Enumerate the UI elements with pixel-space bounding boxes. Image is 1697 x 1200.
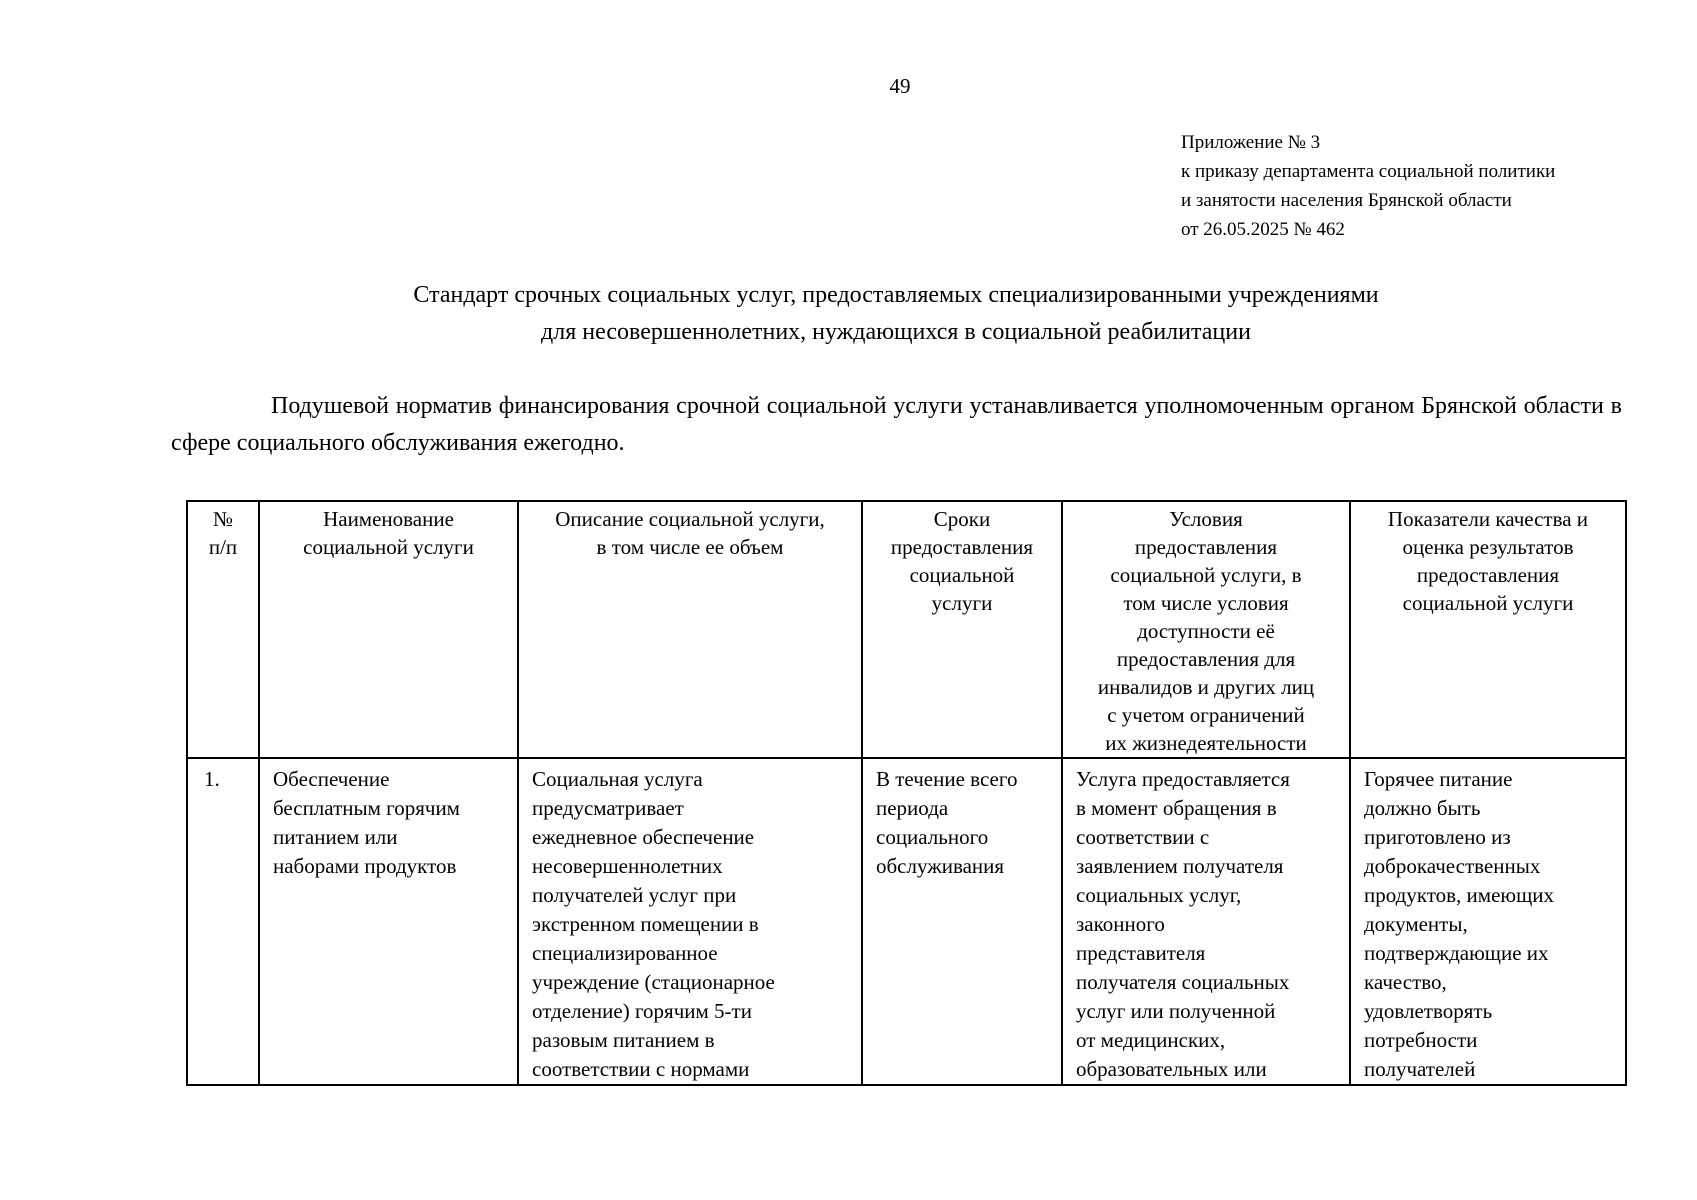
page-number: 49 [889,74,911,98]
cell-line: от медицинских, [1076,1028,1226,1052]
cell-line: наборами продуктов [273,854,457,878]
cell-line: социальной [909,563,1015,587]
cell-description [518,758,862,1085]
cell-line: ежедневное обеспечение [532,825,755,849]
cell-content [204,765,258,1084]
cell-line: Горячее питание [1364,767,1513,791]
cell-line: разовым питанием в [532,1028,715,1052]
cell-number [187,758,259,1085]
cell-line: социальной услуги [1402,591,1574,615]
cell-line: заявлением получателя [1076,854,1284,878]
cell-line: их жизнедеятельности [1105,731,1307,755]
cell-line: оценка результатов [1402,535,1574,559]
cell-line: предусматривает [532,796,684,820]
cell-line: социальной услуги, в [1110,563,1302,587]
cell-line: отделение) горячим 5-ти [532,999,752,1023]
title-line: для несовершеннолетних, нуждающихся в социальной реабилитации [541,319,1251,345]
cell-line: несовершеннолетних [532,854,723,878]
cell-line: Описание социальной услуги, [555,507,825,531]
cell-line: обслуживания [876,854,1005,878]
table-header-row [187,501,1626,758]
appendix-block [1181,128,1555,244]
cell-line: предоставления [1416,563,1560,587]
cell-line: приготовлено из [1364,825,1511,849]
cell-conditions [1062,758,1350,1085]
cell-line: в момент обращения в [1076,796,1277,820]
cell-line: социального [876,825,989,849]
cell-terms [862,758,1062,1085]
cell-line: качество, [1364,970,1447,994]
document-title [170,277,1622,351]
cell-line: документы, [1364,912,1468,936]
cell-line: Условия [1169,507,1243,531]
cell-line: специализированное [532,941,718,965]
cell-quality [1350,758,1626,1085]
cell-line: удовлетворять [1364,999,1493,1023]
cell-content [1364,765,1625,1084]
appendix-line: от 26.05.2025 № 462 [1181,219,1345,240]
cell-content [273,765,517,1084]
cell-content [532,765,861,1084]
cell-content [1076,765,1349,1084]
cell-line: услуг или полученной [1076,999,1276,1023]
cell-line: том числе условия [1123,591,1289,615]
cell-line: с учетом ограничений [1107,703,1305,727]
cell-line: потребности [1364,1028,1478,1052]
cell-line: В течение всего [876,767,1018,791]
header-cell-quality [1350,501,1626,758]
cell-line: 1. [204,767,220,791]
cell-line: доступности её [1137,619,1275,643]
cell-line: социальной услуги [303,535,474,559]
cell-line: доброкачественных [1364,854,1541,878]
cell-line: предоставления для [1116,647,1296,671]
cell-line: продуктов, имеющих [1364,883,1555,907]
cell-line: предоставления [1134,535,1278,559]
cell-line: социальных услуг, [1076,883,1242,907]
cell-line: инвалидов и других лиц [1097,675,1315,699]
cell-line: соответствии с нормами [532,1057,750,1081]
header-cell-description [518,501,862,758]
appendix-line: к приказу департамента социальной политики [1181,161,1556,182]
cell-line: получателей услуг при [532,883,737,907]
cell-line: Социальная услуга [532,767,703,791]
cell-line: представителя [1076,941,1206,965]
cell-line: Сроки [933,507,991,531]
title-line: Стандарт срочных социальных услуг, предоставляемых специализированными учреждениями [413,282,1379,308]
cell-line: питанием или [273,825,398,849]
cell-service-name [259,758,518,1085]
cell-line: получателя социальных [1076,970,1290,994]
cell-line: подтверждающие их [1364,941,1549,965]
table-row [187,758,1626,1085]
appendix-line: Приложение № 3 [1181,132,1321,153]
header-cell-number [187,501,259,758]
cell-line: должно быть [1364,796,1481,820]
cell-line: № [212,507,234,531]
cell-line: бесплатным горячим [273,796,460,820]
cell-line: соответствии с [1076,825,1210,849]
cell-line: экстренном помещении в [532,912,759,936]
intro-paragraph: Подушевой норматив финансирования срочной социальной услуги устанавливается уполномоченным органом Брянской области в сфере социального обслуживания ежегодно. [171,393,1622,456]
cell-line: п/п [208,535,238,559]
cell-line: в том числе ее объем [596,535,784,559]
standard-table [186,500,1627,1086]
cell-line: учреждение (стационарное [532,970,775,994]
header-cell-conditions [1062,501,1350,758]
cell-line: Показатели качества и [1387,507,1589,531]
cell-line: Обеспечение [273,767,390,791]
cell-line: предоставления [890,535,1034,559]
cell-line: законного [1076,912,1165,936]
cell-line: периода [876,796,949,820]
header-cell-terms [862,501,1062,758]
appendix-line: и занятости населения Брянской области [1181,190,1512,211]
header-cell-service-name [259,501,518,758]
cell-line: образовательных или [1076,1057,1267,1081]
cell-line: Наименование [323,507,454,531]
cell-content [876,765,1061,1084]
cell-line: Услуга предоставляется [1076,767,1290,791]
cell-line: услуги [931,591,993,615]
cell-line: получателей [1364,1057,1476,1081]
